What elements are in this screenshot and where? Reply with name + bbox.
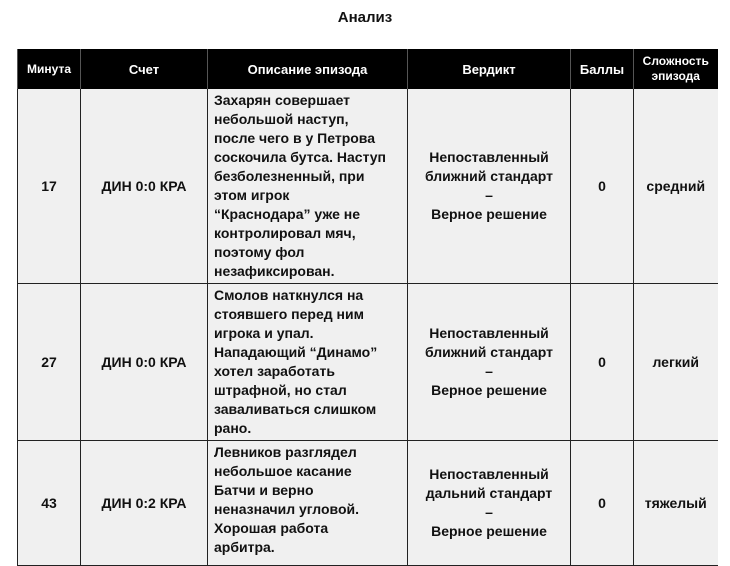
description-cell: Левников разглядел небольшое касание Батчи и верно неназначил угловой. Хорошая работа арбитра.	[208, 441, 408, 566]
description-cell: Смолов наткнулся на стоявшего перед ним игрока и упал. Нападающий “Динамо” хотел заработать штрафной, но стал заваливаться слишком рано.	[208, 284, 408, 441]
analysis-table	[17, 49, 718, 566]
difficulty-cell: легкий	[634, 284, 718, 441]
minute-cell: 27	[18, 284, 81, 441]
table-row	[18, 89, 718, 284]
points-cell: 0	[571, 441, 634, 566]
verdict-cell: Непоставленный дальний стандарт – Верное решение	[408, 441, 571, 566]
points-cell: 0	[571, 284, 634, 441]
header-verdict: Вердикт	[408, 49, 571, 89]
minute-cell: 17	[18, 89, 81, 284]
table-header	[18, 49, 718, 89]
verdict-cell: Непоставленный ближний стандарт – Верное решение	[408, 284, 571, 441]
table-row	[18, 284, 718, 441]
page-title: Анализ	[337, 9, 393, 26]
points-cell: 0	[571, 89, 634, 284]
header-description: Описание эпизода	[208, 49, 408, 89]
header-minute: Минута	[18, 49, 81, 89]
score-cell: ДИН 0:0 КРА	[81, 284, 208, 441]
header-points: Баллы	[571, 49, 634, 89]
minute-cell: 43	[18, 441, 81, 566]
score-cell: ДИН 0:2 КРА	[81, 441, 208, 566]
verdict-cell: Непоставленный ближний стандарт – Верное решение	[408, 89, 571, 284]
score-cell: ДИН 0:0 КРА	[81, 89, 208, 284]
difficulty-cell: тяжелый	[634, 441, 718, 566]
header-difficulty: Сложность эпизода	[634, 49, 718, 89]
difficulty-cell: средний	[634, 89, 718, 284]
description-cell: Захарян совершает небольшой наступ, после чего в у Петрова соскочила бутса. Наступ безболезненный, при этом игрок “Краснодара” уже не контролировал мяч, поэтому фол незафиксирован.	[208, 89, 408, 284]
header-score: Счет	[81, 49, 208, 89]
